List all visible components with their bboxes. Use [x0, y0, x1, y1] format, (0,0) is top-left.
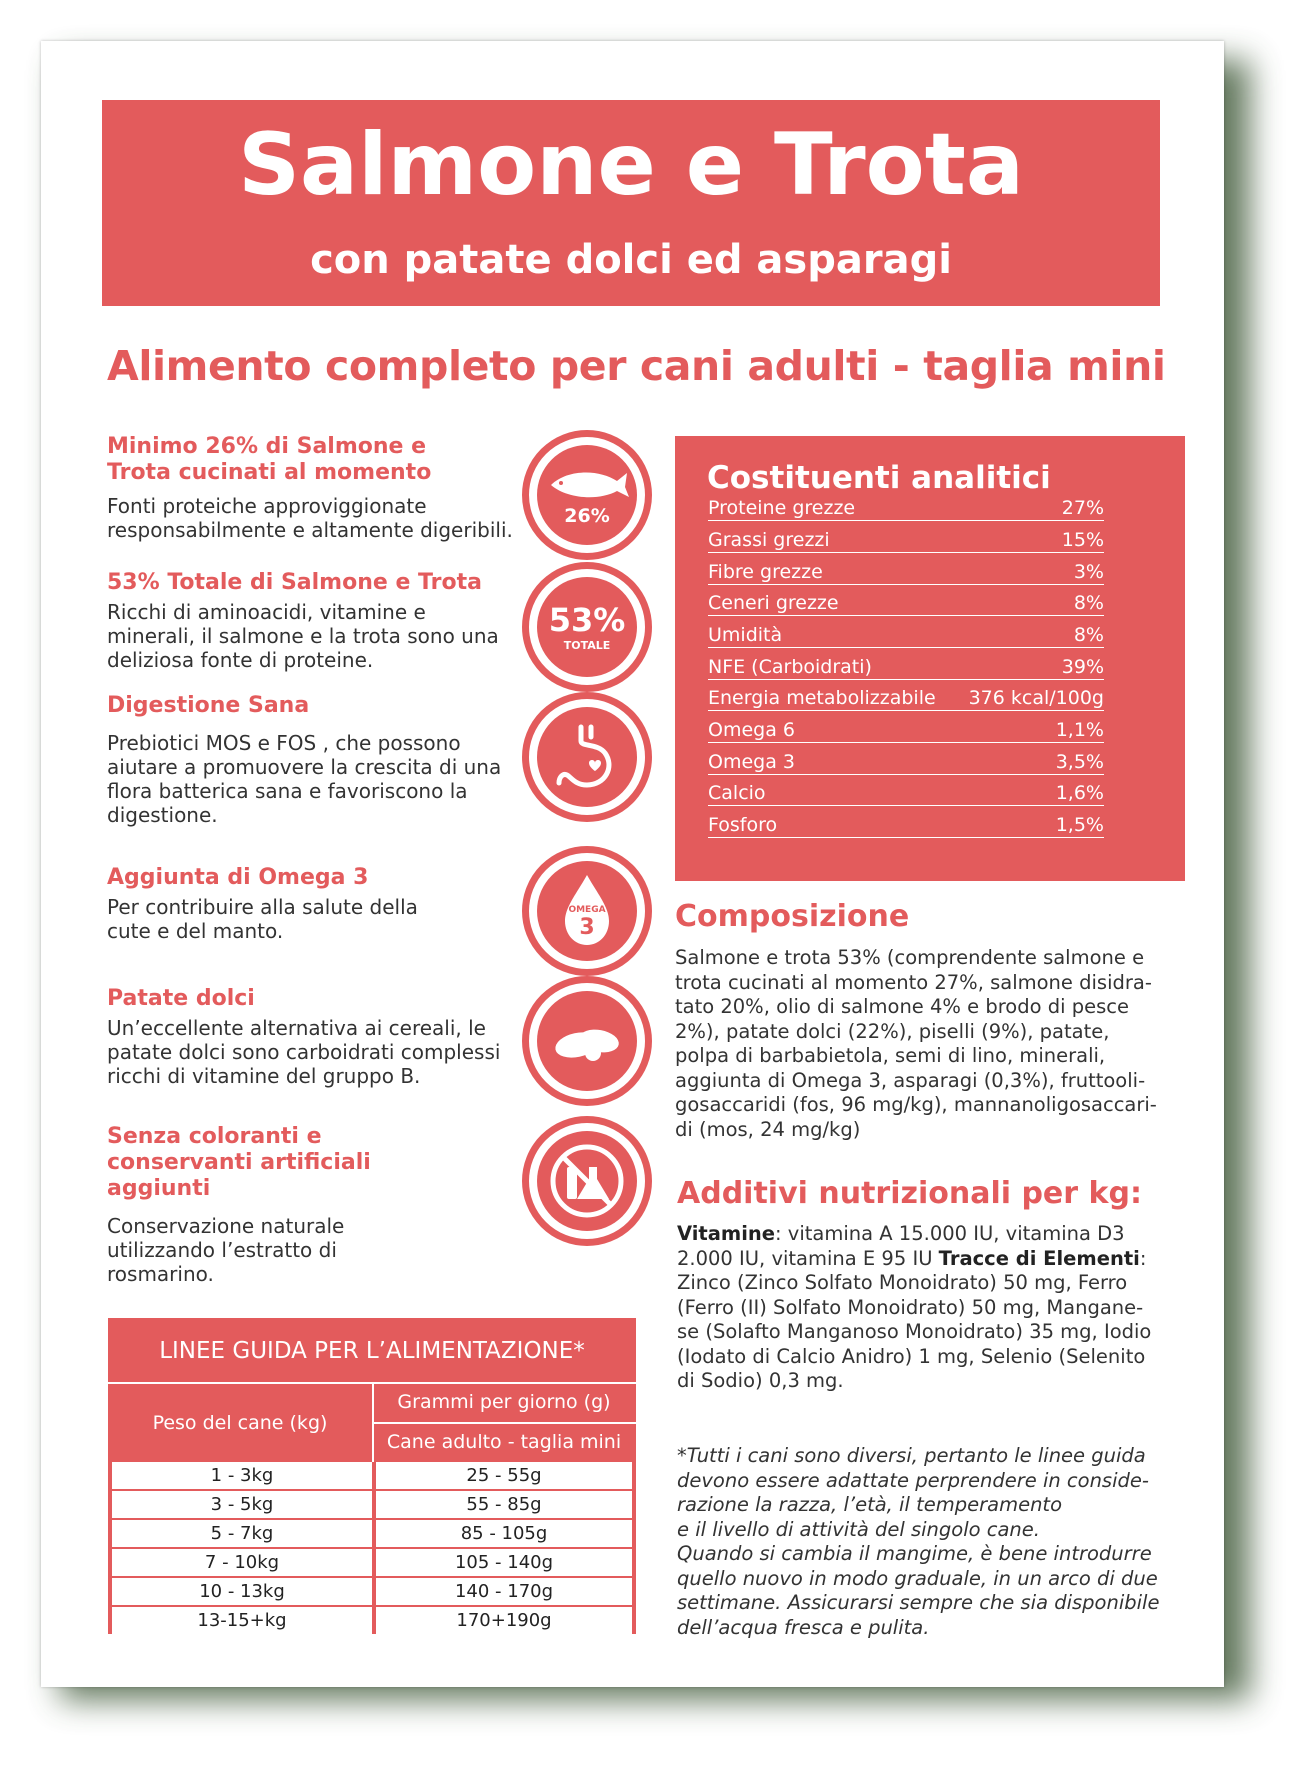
- composition-text: Salmone e trota 53% (comprendente salmone e trota cucinati al momento 27%, salmone disidra- tato 20%, olio di salmone 4% e brodo di pesce 2%), patate dolci (22%), piselli (9%), patate, polpa di barbabietola, semi di lino, minerali, aggiunta di Omega 3, asparagi (0,3%), fruttooli- gosaccaridi (fos, 96 mg/kg), mannanoligosaccari- di (mos, 24 mg/kg): [675, 946, 1157, 1141]
- title-banner: [102, 100, 1160, 306]
- analytic-row: Proteine grezze 27%: [708, 489, 1104, 521]
- feature-2: [107, 570, 517, 672]
- feeding-guidelines-table: [108, 1318, 636, 1634]
- feature-body: Per contribuire alla salute della cute e del manto.: [107, 895, 418, 943]
- additives-text: Vitamine: vitamina A 15.000 IU, vitamina D3 2.000 IU, vitamina E 95 IU Tracce di Elementi: Zinco (Zinco Solfato Monoidrato) 50 mg, Ferro (Ferro (II) Solfato Monoidrato) 50 mg, Mangane- se (Solafto Manganoso Monoidrato) 35 mg, Iodio (Iodato di Calcio Anidro) 1 mg, Selenio (Selenito di Sodio) 0,3 mg.: [677, 1222, 1152, 1392]
- feature-5: [107, 986, 517, 1088]
- omega-label: OMEGA: [568, 905, 606, 915]
- no-chemicals-icon: [522, 1116, 652, 1246]
- divider: [372, 1422, 636, 1424]
- feature-3: [107, 693, 517, 827]
- omega-drop-icon: [522, 846, 652, 976]
- feature-body: Fonti proteiche approviggionate responsabilmente e altamente digeribili.: [107, 494, 513, 542]
- percent-badge-icon: [522, 562, 652, 692]
- percent-badge-value: 53%: [548, 601, 626, 639]
- feature-body: Conservazione naturale utilizzando l’estratto di rosmarino.: [107, 1214, 345, 1286]
- feature-heading: Patate dolci: [107, 986, 255, 1011]
- trace-elements-label: Tracce di Elementi: [938, 1246, 1140, 1270]
- table-row: 13-15+kg 170+190g: [112, 1607, 632, 1634]
- feeding-note: *Tutti i cani sono diversi, pertanto le linee guida devono essere adattate perprendere in conside- razione la razza, l’età, il temperamento e il livello di attività del singolo cane. Quando si cambia il mangime, è bene introdurre quello nuovo in modo graduale, in un arco di due settimane. Assicurarsi sempre che sia disponibile dell’acqua fresca e pulita.: [677, 1444, 1160, 1639]
- feeding-heading: LINEE GUIDA PER L’ALIMENTAZIONE*: [159, 1338, 585, 1364]
- additives-heading: Additivi nutrizionali per kg:: [677, 1176, 1142, 1211]
- headline: Alimento completo per cani adulti - taglia mini: [107, 342, 1166, 390]
- table-row: 7 - 10kg 105 - 140g: [112, 1549, 632, 1576]
- feature-4: [107, 865, 517, 943]
- fish-badge-label: 26%: [564, 505, 610, 527]
- feature-6: [107, 1124, 517, 1286]
- feature-heading: 53% Totale di Salmone e Trota: [107, 570, 482, 595]
- composition-heading: Composizione: [675, 899, 910, 934]
- feature-heading: Senza coloranti e conservanti artificiali aggiunti: [107, 1124, 371, 1201]
- feature-heading: Minimo 26% di Salmone e Trota cucinati al momento: [107, 434, 432, 485]
- table-row: 10 - 13kg 140 - 170g: [112, 1578, 632, 1605]
- product-subtitle: con patate dolci ed asparagi: [310, 237, 952, 283]
- sweet-potato-icon: [522, 976, 652, 1106]
- table-row: 1 - 3kg 25 - 55g: [112, 1462, 632, 1489]
- analytic-row: Ceneri grezze 8%: [708, 584, 1104, 616]
- col-weight-header: Peso del cane (kg): [152, 1412, 328, 1434]
- analytic-row: Omega 3 3,5%: [708, 743, 1104, 775]
- feature-body: Prebiotici MOS e FOS , che possono aiutare a promuovere la crescita di una flora batterica sana e favoriscono la digestione.: [107, 731, 502, 827]
- col-grams-header: Grammi per giorno (g): [397, 1391, 611, 1413]
- product-title: Salmone e Trota: [238, 115, 1024, 215]
- feature-body: Un’eccellente alternativa ai cereali, le patate dolci sono carboidrati complessi ricchi di vitamine del gruppo B.: [107, 1016, 501, 1088]
- analytic-row: Umidità 8%: [708, 616, 1104, 648]
- analytic-row: Energia metabolizzabile 376 kcal/100g: [708, 679, 1104, 711]
- percent-badge-sub: TOTALE: [563, 639, 611, 652]
- analytic-row: Fosforo 1,5%: [708, 806, 1104, 838]
- feature-1: [107, 434, 517, 542]
- table-row: 5 - 7kg 85 - 105g: [112, 1520, 632, 1547]
- feature-heading: Aggiunta di Omega 3: [107, 865, 369, 890]
- analytic-constituents-panel: [675, 436, 1185, 881]
- analytic-row: Fibre grezze 3%: [708, 553, 1104, 585]
- analytic-row: Omega 6 1,1%: [708, 711, 1104, 743]
- analytic-row: Calcio 1,6%: [708, 774, 1104, 806]
- analytic-row: NFE (Carboidrati) 39%: [708, 648, 1104, 680]
- stomach-icon: [522, 692, 652, 822]
- omega-number: 3: [579, 915, 595, 940]
- feature-body: Ricchi di aminoacidi, vitamine e minerali, il salmone e la trota sono una deliziosa fonte di proteine.: [107, 600, 499, 672]
- fish-icon: [522, 430, 652, 560]
- feature-heading: Digestione Sana: [107, 693, 310, 718]
- vitamins-label: Vitamine: [677, 1222, 776, 1245]
- col-grams-subheader: Cane adulto - taglia mini: [386, 1431, 622, 1453]
- analytic-row: Grassi grezzi 15%: [708, 521, 1104, 553]
- table-row: 3 - 5kg 55 - 85g: [112, 1491, 632, 1518]
- analytic-heading: Costituenti analitici: [707, 460, 1051, 496]
